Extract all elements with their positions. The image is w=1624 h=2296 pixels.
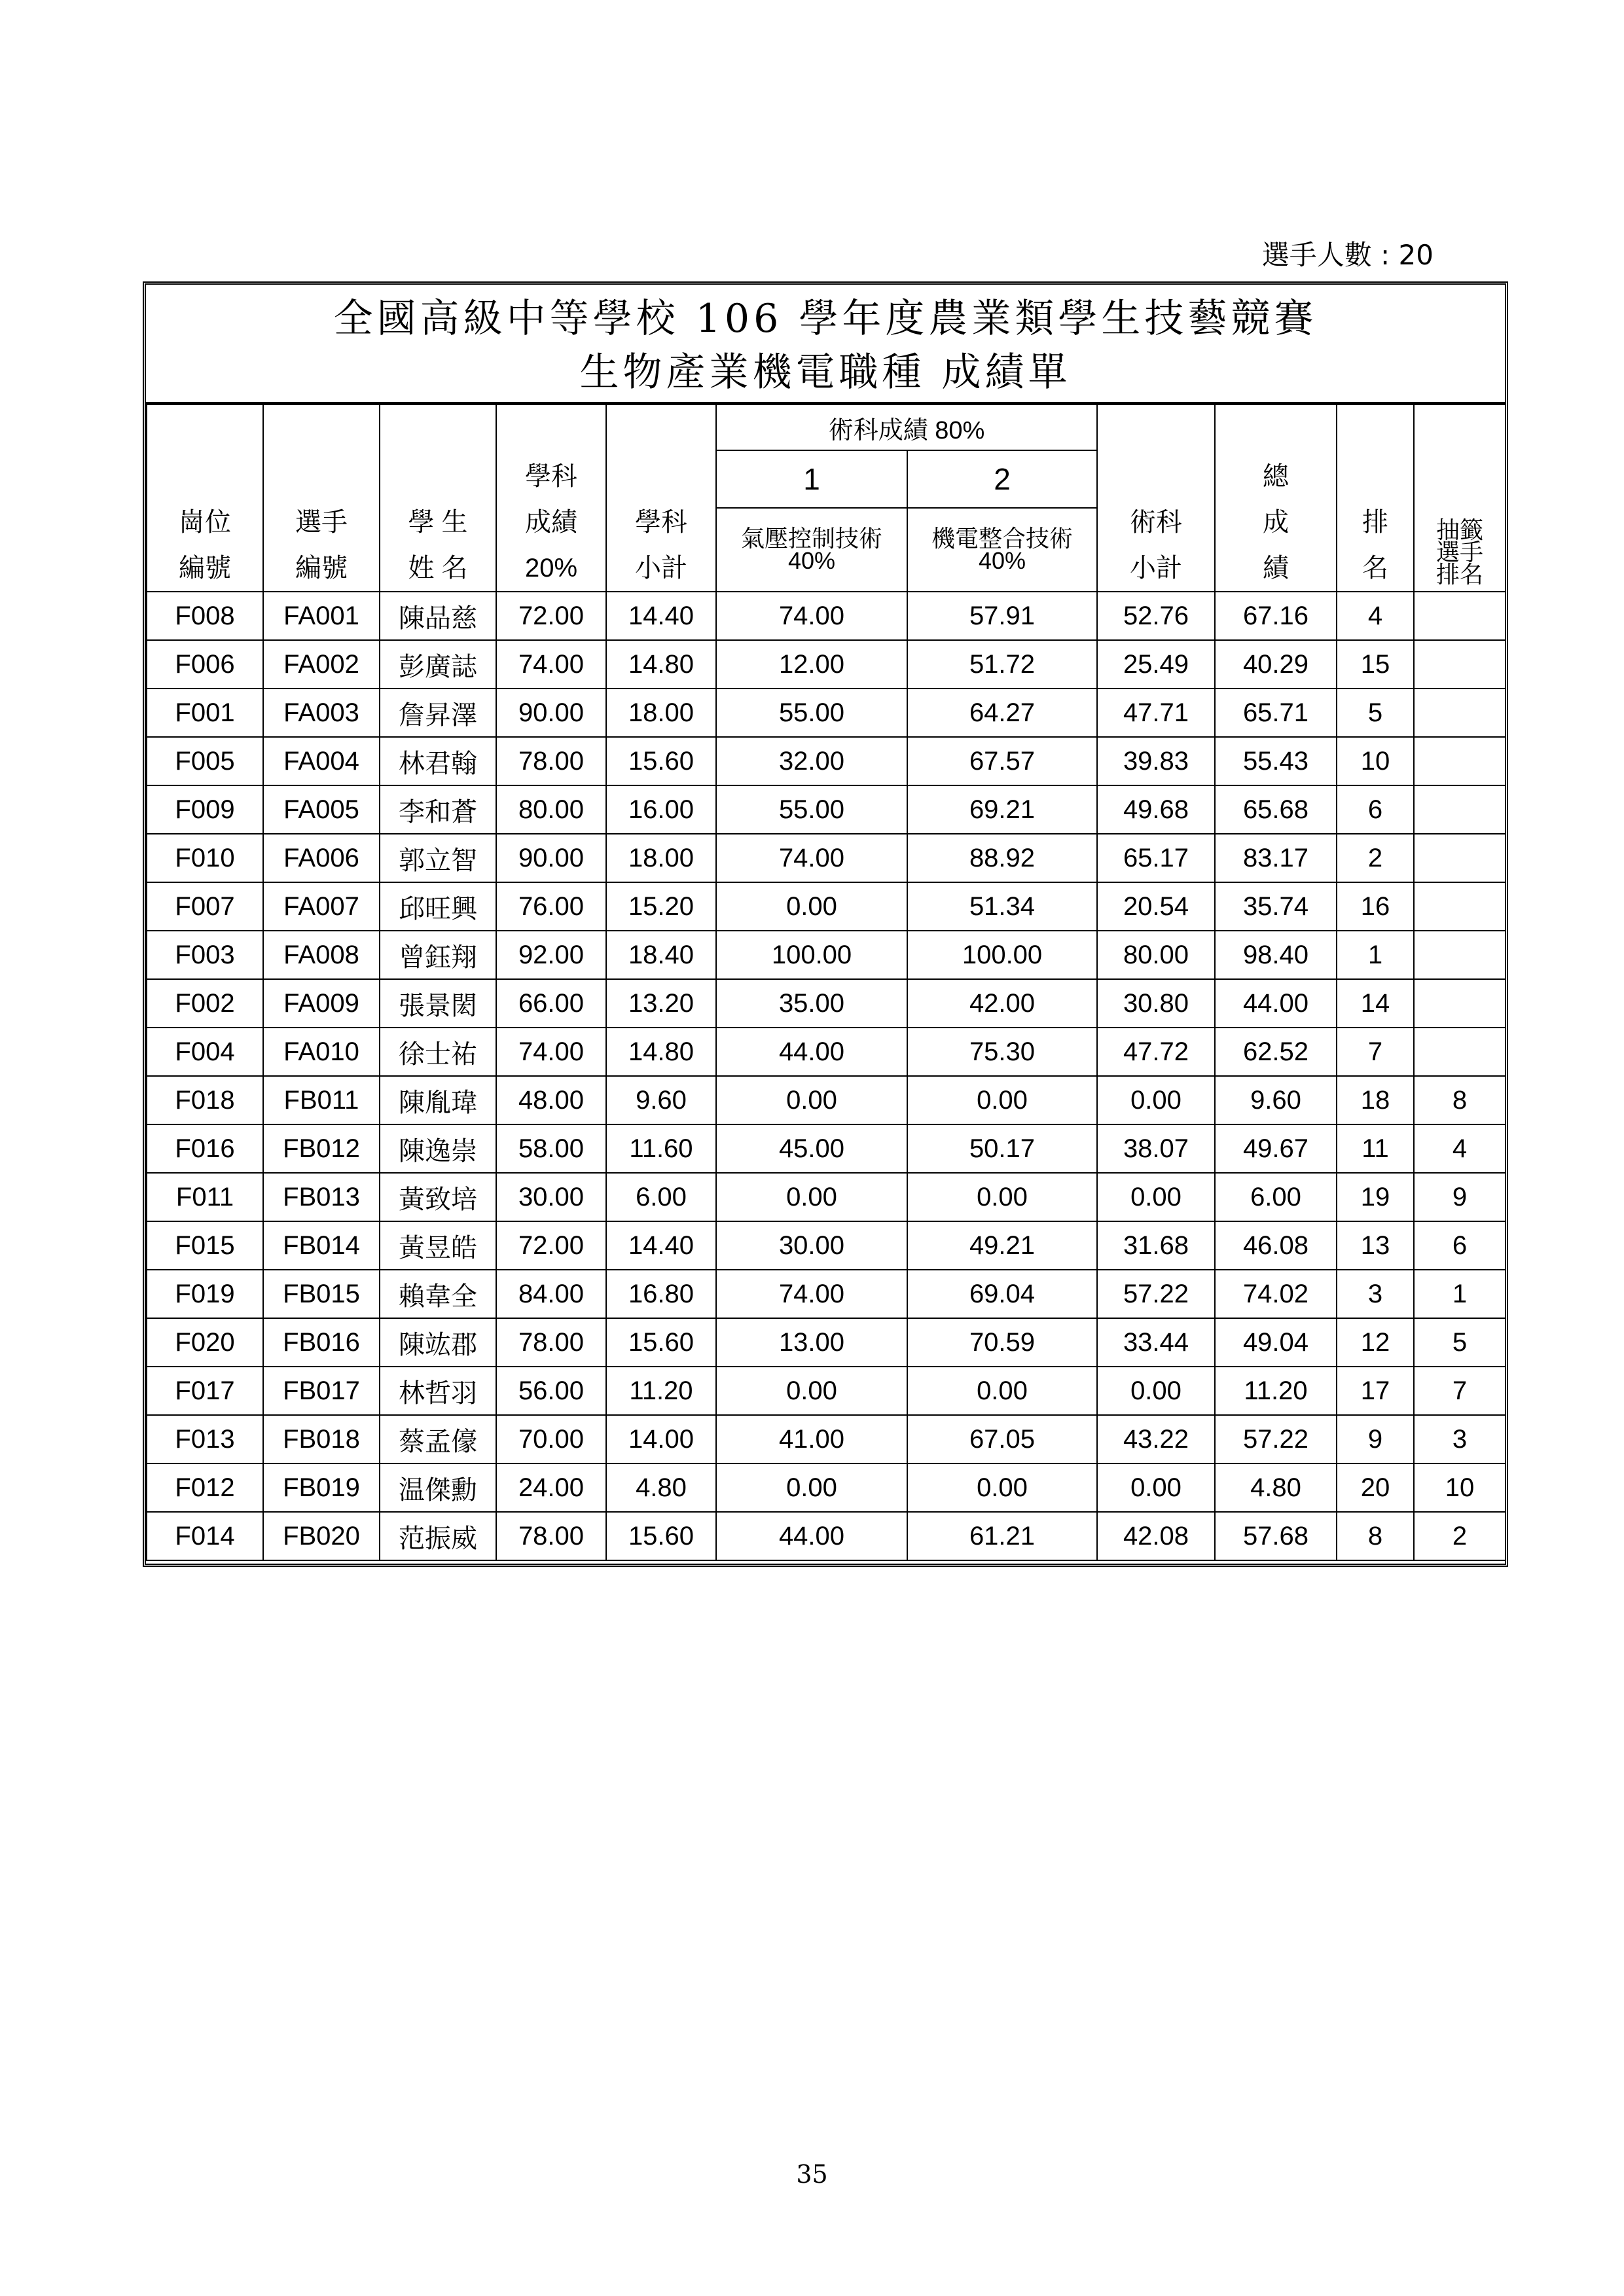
table-row bbox=[147, 1124, 1506, 1173]
station-no-cell: F014 bbox=[147, 1512, 263, 1560]
practical-subtotal-cell: 25.49 bbox=[1097, 640, 1215, 689]
header-rank-line1: 排 bbox=[1362, 508, 1388, 537]
header-practical-2-name bbox=[907, 508, 1097, 592]
student-name-cell: 張景閎 bbox=[380, 979, 496, 1028]
station-no-cell: F004 bbox=[147, 1028, 263, 1076]
practical-2-cell: 42.00 bbox=[907, 979, 1097, 1028]
practical-subtotal-cell: 31.68 bbox=[1097, 1221, 1215, 1270]
header-draw-rank bbox=[1414, 404, 1506, 592]
draw-rank-cell bbox=[1414, 592, 1506, 640]
table-row bbox=[147, 1415, 1506, 1463]
station-no-cell: F013 bbox=[147, 1415, 263, 1463]
rank-cell: 20 bbox=[1337, 1463, 1414, 1512]
total-score-cell: 83.17 bbox=[1215, 834, 1337, 882]
practical-subtotal-cell: 47.72 bbox=[1097, 1028, 1215, 1076]
total-score-cell: 98.40 bbox=[1215, 931, 1337, 979]
practical-subtotal-cell: 30.80 bbox=[1097, 979, 1215, 1028]
practical-2-cell: 75.30 bbox=[907, 1028, 1097, 1076]
practical-2-cell: 0.00 bbox=[907, 1463, 1097, 1512]
academic-subtotal-cell: 16.80 bbox=[606, 1270, 716, 1318]
practical-1-cell: 35.00 bbox=[716, 979, 907, 1028]
total-score-cell: 35.74 bbox=[1215, 882, 1337, 931]
draw-rank-cell bbox=[1414, 834, 1506, 882]
draw-rank-cell: 2 bbox=[1414, 1512, 1506, 1560]
header-total-score bbox=[1215, 404, 1337, 592]
practical-2-cell: 69.04 bbox=[907, 1270, 1097, 1318]
header-prac-sub-line2: 小計 bbox=[1130, 554, 1182, 583]
practical-2-cell: 0.00 bbox=[907, 1076, 1097, 1124]
student-name-cell: 徐士祐 bbox=[380, 1028, 496, 1076]
header-academic-score bbox=[496, 404, 606, 592]
table-row bbox=[147, 785, 1506, 834]
page-number: 35 bbox=[796, 2160, 828, 2189]
total-score-cell: 49.67 bbox=[1215, 1124, 1337, 1173]
practical-subtotal-cell: 0.00 bbox=[1097, 1367, 1215, 1415]
total-score-cell: 74.02 bbox=[1215, 1270, 1337, 1318]
rank-cell: 12 bbox=[1337, 1318, 1414, 1367]
academic-score-cell: 70.00 bbox=[496, 1415, 606, 1463]
student-name-cell: 林哲羽 bbox=[380, 1367, 496, 1415]
total-score-cell: 57.22 bbox=[1215, 1415, 1337, 1463]
student-name-cell: 蔡孟儫 bbox=[380, 1415, 496, 1463]
total-score-cell: 11.20 bbox=[1215, 1367, 1337, 1415]
practical-1-cell: 0.00 bbox=[716, 882, 907, 931]
practical-2-cell: 69.21 bbox=[907, 785, 1097, 834]
header-station-line2: 編號 bbox=[179, 554, 231, 583]
header-rank-line2: 名 bbox=[1362, 554, 1388, 583]
student-name-cell: 賴韋全 bbox=[380, 1270, 496, 1318]
player-no-cell: FA005 bbox=[263, 785, 380, 834]
practical-1-cell: 32.00 bbox=[716, 737, 907, 785]
title-line-1: 全國高級中等學校 106 學年度農業類學生技藝競賽 bbox=[333, 296, 1318, 342]
header-station-no bbox=[147, 404, 263, 592]
header-total-line1: 總 bbox=[1263, 462, 1289, 491]
academic-score-cell: 78.00 bbox=[496, 1512, 606, 1560]
draw-rank-cell: 6 bbox=[1414, 1221, 1506, 1270]
rank-cell: 4 bbox=[1337, 592, 1414, 640]
rank-cell: 13 bbox=[1337, 1221, 1414, 1270]
total-score-cell: 4.80 bbox=[1215, 1463, 1337, 1512]
total-score-cell: 6.00 bbox=[1215, 1173, 1337, 1221]
practical-subtotal-cell: 52.76 bbox=[1097, 592, 1215, 640]
table-row bbox=[147, 1463, 1506, 1512]
table-row bbox=[147, 689, 1506, 737]
practical-1-cell: 45.00 bbox=[716, 1124, 907, 1173]
player-no-cell: FA006 bbox=[263, 834, 380, 882]
station-no-cell: F017 bbox=[147, 1367, 263, 1415]
total-score-cell: 9.60 bbox=[1215, 1076, 1337, 1124]
practical-subtotal-cell: 39.83 bbox=[1097, 737, 1215, 785]
station-no-cell: F001 bbox=[147, 689, 263, 737]
rank-cell: 3 bbox=[1337, 1270, 1414, 1318]
academic-score-cell: 66.00 bbox=[496, 979, 606, 1028]
table-row bbox=[147, 931, 1506, 979]
practical-subtotal-cell: 65.17 bbox=[1097, 834, 1215, 882]
header-prac-sub-line1: 術科 bbox=[1130, 508, 1182, 537]
academic-score-cell: 30.00 bbox=[496, 1173, 606, 1221]
academic-subtotal-cell: 4.80 bbox=[606, 1463, 716, 1512]
header-total-line3: 績 bbox=[1263, 554, 1289, 583]
station-no-cell: F002 bbox=[147, 979, 263, 1028]
table-row bbox=[147, 1173, 1506, 1221]
student-name-cell: 陳胤瑋 bbox=[380, 1076, 496, 1124]
station-no-cell: F018 bbox=[147, 1076, 263, 1124]
table-row bbox=[147, 640, 1506, 689]
station-no-cell: F019 bbox=[147, 1270, 263, 1318]
station-no-cell: F012 bbox=[147, 1463, 263, 1512]
player-no-cell: FA009 bbox=[263, 979, 380, 1028]
academic-subtotal-cell: 18.40 bbox=[606, 931, 716, 979]
player-no-cell: FB019 bbox=[263, 1463, 380, 1512]
total-score-cell: 65.71 bbox=[1215, 689, 1337, 737]
header-player-line1: 選手 bbox=[295, 508, 348, 537]
header-student-name bbox=[380, 404, 496, 592]
total-score-cell: 44.00 bbox=[1215, 979, 1337, 1028]
header-practical-2-number: 2 bbox=[907, 450, 1097, 508]
academic-subtotal-cell: 11.60 bbox=[606, 1124, 716, 1173]
practical-subtotal-cell: 42.08 bbox=[1097, 1512, 1215, 1560]
academic-score-cell: 80.00 bbox=[496, 785, 606, 834]
rank-cell: 6 bbox=[1337, 785, 1414, 834]
academic-score-cell: 78.00 bbox=[496, 737, 606, 785]
player-no-cell: FA003 bbox=[263, 689, 380, 737]
player-no-cell: FA010 bbox=[263, 1028, 380, 1076]
header-practical-group: 術科成績 80% bbox=[716, 404, 1097, 450]
rank-cell: 15 bbox=[1337, 640, 1414, 689]
academic-score-cell: 56.00 bbox=[496, 1367, 606, 1415]
header-practical-subtotal bbox=[1097, 404, 1215, 592]
draw-rank-cell bbox=[1414, 689, 1506, 737]
table-row bbox=[147, 1512, 1506, 1560]
rank-cell: 14 bbox=[1337, 979, 1414, 1028]
practical-2-cell: 67.05 bbox=[907, 1415, 1097, 1463]
academic-subtotal-cell: 9.60 bbox=[606, 1076, 716, 1124]
practical-2-cell: 67.57 bbox=[907, 737, 1097, 785]
table-row bbox=[147, 1270, 1506, 1318]
student-name-cell: 李和蒼 bbox=[380, 785, 496, 834]
academic-score-cell: 92.00 bbox=[496, 931, 606, 979]
station-no-cell: F006 bbox=[147, 640, 263, 689]
header-academic-line1: 學科 bbox=[525, 462, 577, 491]
player-no-cell: FB016 bbox=[263, 1318, 380, 1367]
station-no-cell: F015 bbox=[147, 1221, 263, 1270]
station-no-cell: F008 bbox=[147, 592, 263, 640]
table-row bbox=[147, 1367, 1506, 1415]
header-practical-1-name bbox=[716, 508, 907, 592]
practical-2-cell: 0.00 bbox=[907, 1367, 1097, 1415]
academic-subtotal-cell: 14.40 bbox=[606, 1221, 716, 1270]
header-station-line1: 崗位 bbox=[179, 508, 231, 537]
practical-2-cell: 50.17 bbox=[907, 1124, 1097, 1173]
academic-score-cell: 74.00 bbox=[496, 1028, 606, 1076]
practical-1-title: 氣壓控制技術 bbox=[740, 525, 882, 552]
student-name-cell: 陳逸崇 bbox=[380, 1124, 496, 1173]
header-acad-sub-line1: 學科 bbox=[635, 508, 687, 537]
draw-rank-cell bbox=[1414, 1028, 1506, 1076]
academic-subtotal-cell: 13.20 bbox=[606, 979, 716, 1028]
academic-subtotal-cell: 14.80 bbox=[606, 1028, 716, 1076]
academic-score-cell: 84.00 bbox=[496, 1270, 606, 1318]
table-row bbox=[147, 882, 1506, 931]
player-no-cell: FB018 bbox=[263, 1415, 380, 1463]
header-name-line1: 學 生 bbox=[408, 508, 468, 537]
draw-rank-cell bbox=[1414, 882, 1506, 931]
draw-rank-cell: 10 bbox=[1414, 1463, 1506, 1512]
station-no-cell: F009 bbox=[147, 785, 263, 834]
practical-1-cell: 0.00 bbox=[716, 1367, 907, 1415]
draw-rank-cell bbox=[1414, 931, 1506, 979]
table-row bbox=[147, 592, 1506, 640]
student-name-cell: 彭廣誌 bbox=[380, 640, 496, 689]
practical-1-cell: 55.00 bbox=[716, 689, 907, 737]
practical-subtotal-cell: 38.07 bbox=[1097, 1124, 1215, 1173]
total-score-cell: 67.16 bbox=[1215, 592, 1337, 640]
practical-2-cell: 0.00 bbox=[907, 1173, 1097, 1221]
header-player-no bbox=[263, 404, 380, 592]
practical-1-cell: 13.00 bbox=[716, 1318, 907, 1367]
player-no-cell: FA001 bbox=[263, 592, 380, 640]
draw-rank-cell bbox=[1414, 737, 1506, 785]
practical-subtotal-cell: 20.54 bbox=[1097, 882, 1215, 931]
player-no-cell: FA002 bbox=[263, 640, 380, 689]
practical-1-cell: 55.00 bbox=[716, 785, 907, 834]
header-total-line2: 成 bbox=[1263, 508, 1289, 537]
practical-1-cell: 74.00 bbox=[716, 834, 907, 882]
practical-2-cell: 51.72 bbox=[907, 640, 1097, 689]
academic-score-cell: 58.00 bbox=[496, 1124, 606, 1173]
rank-cell: 9 bbox=[1337, 1415, 1414, 1463]
score-rows bbox=[147, 592, 1506, 1560]
table-row bbox=[147, 737, 1506, 785]
student-name-cell: 陳品慈 bbox=[380, 592, 496, 640]
header-academic-line2: 成績 bbox=[525, 508, 577, 537]
station-no-cell: F003 bbox=[147, 931, 263, 979]
rank-cell: 2 bbox=[1337, 834, 1414, 882]
table-row bbox=[147, 1028, 1506, 1076]
practical-1-cell: 12.00 bbox=[716, 640, 907, 689]
station-no-cell: F011 bbox=[147, 1173, 263, 1221]
header-player-line2: 編號 bbox=[295, 554, 348, 583]
player-no-cell: FB011 bbox=[263, 1076, 380, 1124]
total-score-cell: 57.68 bbox=[1215, 1512, 1337, 1560]
practical-1-cell: 41.00 bbox=[716, 1415, 907, 1463]
rank-cell: 11 bbox=[1337, 1124, 1414, 1173]
practical-2-cell: 70.59 bbox=[907, 1318, 1097, 1367]
practical-subtotal-cell: 57.22 bbox=[1097, 1270, 1215, 1318]
player-no-cell: FB017 bbox=[263, 1367, 380, 1415]
total-score-cell: 49.04 bbox=[1215, 1318, 1337, 1367]
academic-subtotal-cell: 18.00 bbox=[606, 834, 716, 882]
academic-subtotal-cell: 15.20 bbox=[606, 882, 716, 931]
draw-rank-cell: 1 bbox=[1414, 1270, 1506, 1318]
academic-subtotal-cell: 14.00 bbox=[606, 1415, 716, 1463]
practical-1-cell: 30.00 bbox=[716, 1221, 907, 1270]
title-block bbox=[146, 285, 1505, 404]
header-draw-line2: 選手 bbox=[1435, 539, 1483, 565]
table-row bbox=[147, 1076, 1506, 1124]
rank-cell: 8 bbox=[1337, 1512, 1414, 1560]
header-draw-line3: 排名 bbox=[1435, 561, 1483, 588]
practical-subtotal-cell: 49.68 bbox=[1097, 785, 1215, 834]
score-sheet bbox=[143, 281, 1508, 1567]
header-practical-1-number: 1 bbox=[716, 450, 907, 508]
rank-cell: 7 bbox=[1337, 1028, 1414, 1076]
practical-2-cell: 61.21 bbox=[907, 1512, 1097, 1560]
practical-2-cell: 57.91 bbox=[907, 592, 1097, 640]
academic-score-cell: 72.00 bbox=[496, 592, 606, 640]
practical-1-cell: 0.00 bbox=[716, 1463, 907, 1512]
player-no-cell: FA008 bbox=[263, 931, 380, 979]
score-table bbox=[146, 404, 1506, 1561]
rank-cell: 10 bbox=[1337, 737, 1414, 785]
total-score-cell: 40.29 bbox=[1215, 640, 1337, 689]
draw-rank-cell bbox=[1414, 640, 1506, 689]
practical-1-cell: 74.00 bbox=[716, 1270, 907, 1318]
practical-subtotal-cell: 47.71 bbox=[1097, 689, 1215, 737]
rank-cell: 1 bbox=[1337, 931, 1414, 979]
academic-subtotal-cell: 15.60 bbox=[606, 1318, 716, 1367]
academic-subtotal-cell: 18.00 bbox=[606, 689, 716, 737]
student-name-cell: 曾鈺翔 bbox=[380, 931, 496, 979]
table-row bbox=[147, 979, 1506, 1028]
practical-1-cell: 44.00 bbox=[716, 1028, 907, 1076]
practical-subtotal-cell: 0.00 bbox=[1097, 1463, 1215, 1512]
draw-rank-cell: 3 bbox=[1414, 1415, 1506, 1463]
player-no-cell: FA004 bbox=[263, 737, 380, 785]
participant-count: 選手人數 : 20 bbox=[1261, 239, 1434, 271]
practical-2-weight: 40% bbox=[978, 547, 1026, 574]
rank-cell: 18 bbox=[1337, 1076, 1414, 1124]
practical-2-cell: 51.34 bbox=[907, 882, 1097, 931]
student-name-cell: 詹昇澤 bbox=[380, 689, 496, 737]
station-no-cell: F007 bbox=[147, 882, 263, 931]
academic-subtotal-cell: 14.40 bbox=[606, 592, 716, 640]
practical-1-cell: 44.00 bbox=[716, 1512, 907, 1560]
table-row bbox=[147, 834, 1506, 882]
header-rank bbox=[1337, 404, 1414, 592]
table-row bbox=[147, 1318, 1506, 1367]
draw-rank-cell: 5 bbox=[1414, 1318, 1506, 1367]
player-no-cell: FB015 bbox=[263, 1270, 380, 1318]
student-name-cell: 温傑勳 bbox=[380, 1463, 496, 1512]
student-name-cell: 黃致培 bbox=[380, 1173, 496, 1221]
practical-2-cell: 64.27 bbox=[907, 689, 1097, 737]
player-no-cell: FB013 bbox=[263, 1173, 380, 1221]
practical-2-cell: 88.92 bbox=[907, 834, 1097, 882]
practical-2-title: 機電整合技術 bbox=[931, 525, 1073, 552]
header-acad-sub-line2: 小計 bbox=[635, 554, 687, 583]
player-no-cell: FB012 bbox=[263, 1124, 380, 1173]
table-row bbox=[147, 1221, 1506, 1270]
academic-score-cell: 48.00 bbox=[496, 1076, 606, 1124]
academic-score-cell: 90.00 bbox=[496, 689, 606, 737]
practical-1-weight: 40% bbox=[787, 547, 836, 574]
draw-rank-cell: 8 bbox=[1414, 1076, 1506, 1124]
station-no-cell: F010 bbox=[147, 834, 263, 882]
academic-subtotal-cell: 15.60 bbox=[606, 1512, 716, 1560]
rank-cell: 5 bbox=[1337, 689, 1414, 737]
rank-cell: 17 bbox=[1337, 1367, 1414, 1415]
student-name-cell: 黃昱皓 bbox=[380, 1221, 496, 1270]
student-name-cell: 范振威 bbox=[380, 1512, 496, 1560]
player-no-cell: FB020 bbox=[263, 1512, 380, 1560]
practical-subtotal-cell: 33.44 bbox=[1097, 1318, 1215, 1367]
station-no-cell: F020 bbox=[147, 1318, 263, 1367]
draw-rank-cell bbox=[1414, 785, 1506, 834]
practical-1-cell: 74.00 bbox=[716, 592, 907, 640]
student-name-cell: 陳竑郡 bbox=[380, 1318, 496, 1367]
academic-subtotal-cell: 11.20 bbox=[606, 1367, 716, 1415]
total-score-cell: 65.68 bbox=[1215, 785, 1337, 834]
draw-rank-cell bbox=[1414, 979, 1506, 1028]
player-no-cell: FA007 bbox=[263, 882, 380, 931]
academic-score-cell: 74.00 bbox=[496, 640, 606, 689]
practical-1-cell: 100.00 bbox=[716, 931, 907, 979]
academic-subtotal-cell: 6.00 bbox=[606, 1173, 716, 1221]
student-name-cell: 林君翰 bbox=[380, 737, 496, 785]
rank-cell: 16 bbox=[1337, 882, 1414, 931]
total-score-cell: 62.52 bbox=[1215, 1028, 1337, 1076]
total-score-cell: 46.08 bbox=[1215, 1221, 1337, 1270]
academic-subtotal-cell: 15.60 bbox=[606, 737, 716, 785]
academic-score-cell: 76.00 bbox=[496, 882, 606, 931]
student-name-cell: 郭立智 bbox=[380, 834, 496, 882]
academic-score-cell: 72.00 bbox=[496, 1221, 606, 1270]
total-score-cell: 55.43 bbox=[1215, 737, 1337, 785]
header-name-line2: 姓 名 bbox=[408, 554, 468, 583]
academic-score-cell: 90.00 bbox=[496, 834, 606, 882]
practical-subtotal-cell: 43.22 bbox=[1097, 1415, 1215, 1463]
practical-subtotal-cell: 0.00 bbox=[1097, 1076, 1215, 1124]
academic-subtotal-cell: 16.00 bbox=[606, 785, 716, 834]
academic-score-cell: 24.00 bbox=[496, 1463, 606, 1512]
practical-1-cell: 0.00 bbox=[716, 1173, 907, 1221]
practical-2-cell: 100.00 bbox=[907, 931, 1097, 979]
practical-1-cell: 0.00 bbox=[716, 1076, 907, 1124]
draw-rank-cell: 7 bbox=[1414, 1367, 1506, 1415]
header-academic-subtotal bbox=[606, 404, 716, 592]
station-no-cell: F005 bbox=[147, 737, 263, 785]
academic-subtotal-cell: 14.80 bbox=[606, 640, 716, 689]
header-academic-weight: 20% bbox=[524, 554, 578, 583]
draw-rank-cell: 4 bbox=[1414, 1124, 1506, 1173]
header-draw-line1: 抽籤 bbox=[1435, 516, 1483, 543]
station-no-cell: F016 bbox=[147, 1124, 263, 1173]
practical-subtotal-cell: 80.00 bbox=[1097, 931, 1215, 979]
practical-subtotal-cell: 0.00 bbox=[1097, 1173, 1215, 1221]
title-line-2: 生物產業機電職種 成績單 bbox=[579, 350, 1072, 395]
student-name-cell: 邱旺興 bbox=[380, 882, 496, 931]
rank-cell: 19 bbox=[1337, 1173, 1414, 1221]
academic-score-cell: 78.00 bbox=[496, 1318, 606, 1367]
draw-rank-cell: 9 bbox=[1414, 1173, 1506, 1221]
practical-2-cell: 49.21 bbox=[907, 1221, 1097, 1270]
player-no-cell: FB014 bbox=[263, 1221, 380, 1270]
